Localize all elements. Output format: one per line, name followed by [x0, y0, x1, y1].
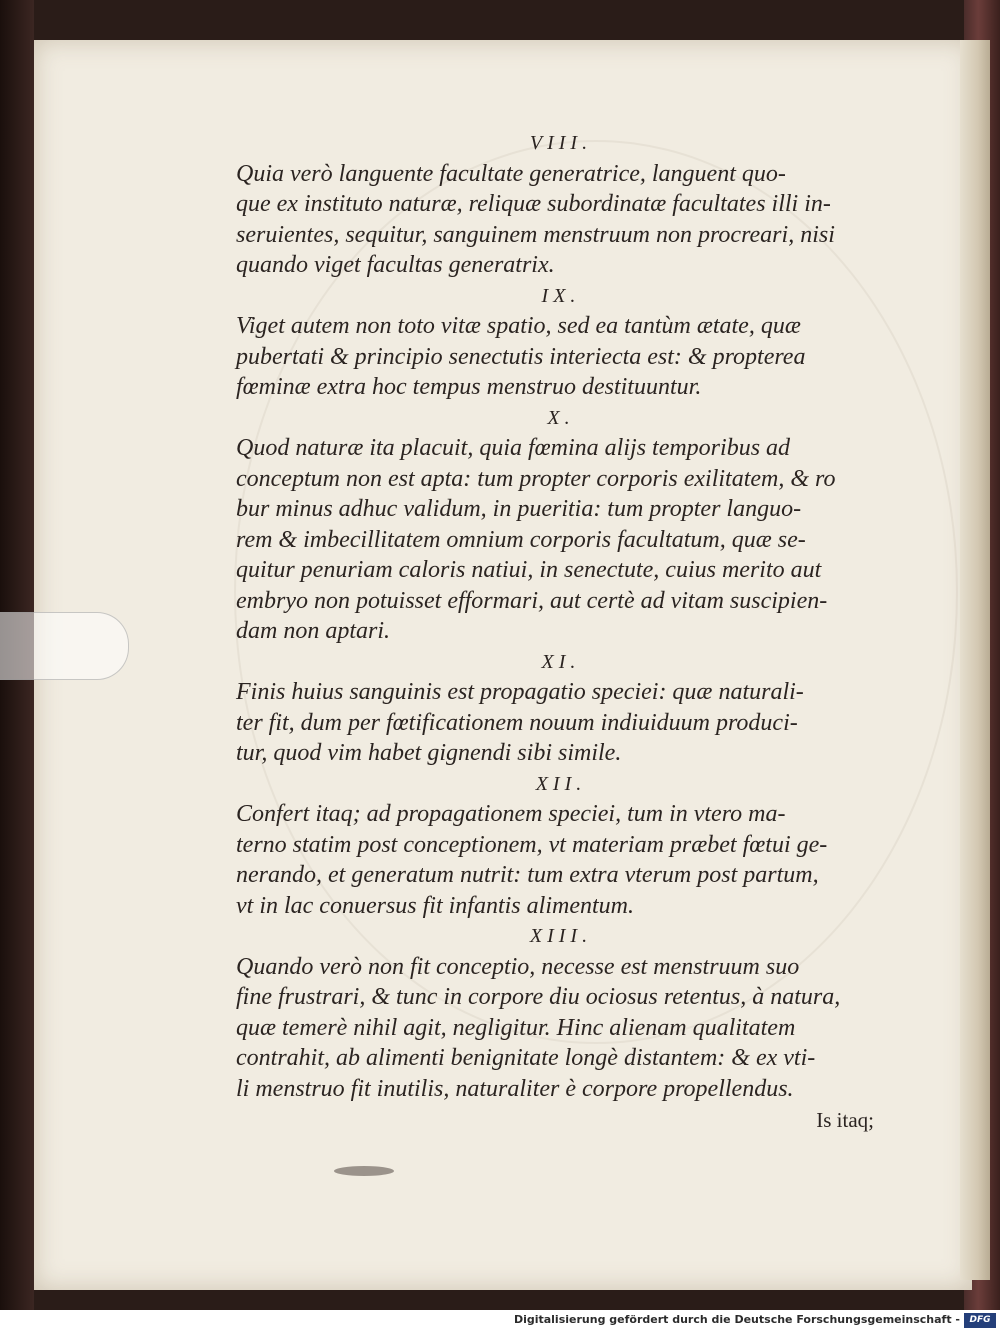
section-xiii — [236, 921, 886, 1104]
text-line: nerando, et generatum nutrit: tum extra vterum post partum, — [236, 862, 819, 888]
text-line: ter fit, dum per fœtificationem nouum indiuiduum produci- — [236, 709, 798, 736]
text-line: quæ temerè nihil agit, negligitur. Hinc alienam qualitatem — [236, 1014, 796, 1041]
page-fold-edge — [960, 40, 990, 1280]
section-ix — [236, 281, 886, 403]
text-line: tur, quod vim habet gignendi sibi simile. — [236, 740, 622, 766]
text-line: li menstruo fit inutilis, naturaliter è corpore propellendus. — [236, 1075, 794, 1102]
text-line: quitur penuriam caloris natiui, in senectute, cuius merito aut — [236, 557, 822, 583]
text-line: Quia verò languente facultate generatrice, languent quo- — [236, 160, 786, 187]
text-line: Viget autem non toto vitæ spatio, sed ea tantùm ætate, quæ — [236, 313, 801, 339]
text-line: Quod naturæ ita placuit, quia fœmina alijs temporibus ad — [236, 435, 791, 461]
digitization-footer — [0, 1310, 1000, 1332]
section-heading: IX. — [541, 284, 581, 307]
ink-smudge — [334, 1166, 394, 1176]
text-line: dam non aptari. — [236, 618, 391, 644]
section-paragraph — [236, 799, 886, 921]
section-heading: XII. — [535, 772, 587, 795]
section-x — [236, 403, 886, 647]
section-viii — [236, 128, 886, 281]
text-line: quando viget facultas generatrix. — [236, 252, 555, 278]
text-line: conceptum non est apta: tum propter corporis exilitatem, & ro — [236, 465, 836, 492]
plastic-clip-tab — [0, 612, 129, 680]
text-line: que ex instituto naturæ, reliquæ subordinatæ facultates illi in- — [236, 191, 831, 217]
page-text — [236, 128, 886, 1104]
section-xi — [236, 647, 886, 769]
funding-credit: Digitalisierung gefördert durch die Deutsche Forschungsgemeinschaft - — [513, 1313, 960, 1326]
text-line: Finis huius sanguinis est propagatio speciei: quæ naturali- — [236, 679, 804, 705]
section-paragraph — [236, 677, 886, 769]
section-paragraph — [236, 311, 886, 403]
section-heading: VIII. — [529, 132, 593, 154]
section-xii — [236, 769, 886, 922]
dfg-logo: DFG — [964, 1313, 996, 1328]
text-line: fine frustrari, & tunc in corpore diu ociosus retentus, à natura, — [236, 984, 841, 1010]
section-paragraph — [236, 159, 886, 281]
text-line: rem & imbecillitatem omnium corporis facultatum, quæ se- — [236, 526, 806, 553]
section-heading: XIII. — [529, 925, 593, 947]
text-line: contrahit, ab alimenti benignitate longè distantem: & ex vti- — [236, 1045, 816, 1071]
text-line: bur minus adhuc validum, in pueritia: tum propter languo- — [236, 496, 802, 522]
text-line: fœminæ extra hoc tempus menstruo destituuntur. — [236, 374, 702, 400]
text-line: vt in lac conuersus fit infantis alimentum. — [236, 892, 634, 919]
section-paragraph — [236, 433, 886, 647]
text-line: embryo non potuisset efformari, aut certè ad vitam suscipien- — [236, 587, 828, 614]
text-line: Quando verò non fit conceptio, necesse est menstruum suo — [236, 953, 800, 980]
text-line: Confert itaq; ad propagationem speciei, tum in vtero ma- — [236, 801, 786, 827]
section-heading: XI. — [541, 650, 581, 673]
section-paragraph — [236, 952, 886, 1105]
section-heading: X. — [547, 406, 575, 429]
text-line: pubertati & principio senectutis interiecta est: & propterea — [236, 343, 806, 370]
text-line: seruientes, sequitur, sanguinem menstruum non procreari, nisi — [236, 221, 835, 248]
text-line: terno statim post conceptionem, vt materiam præbet fœtui ge- — [236, 831, 828, 858]
catchword: Is itaq; — [816, 1108, 874, 1132]
